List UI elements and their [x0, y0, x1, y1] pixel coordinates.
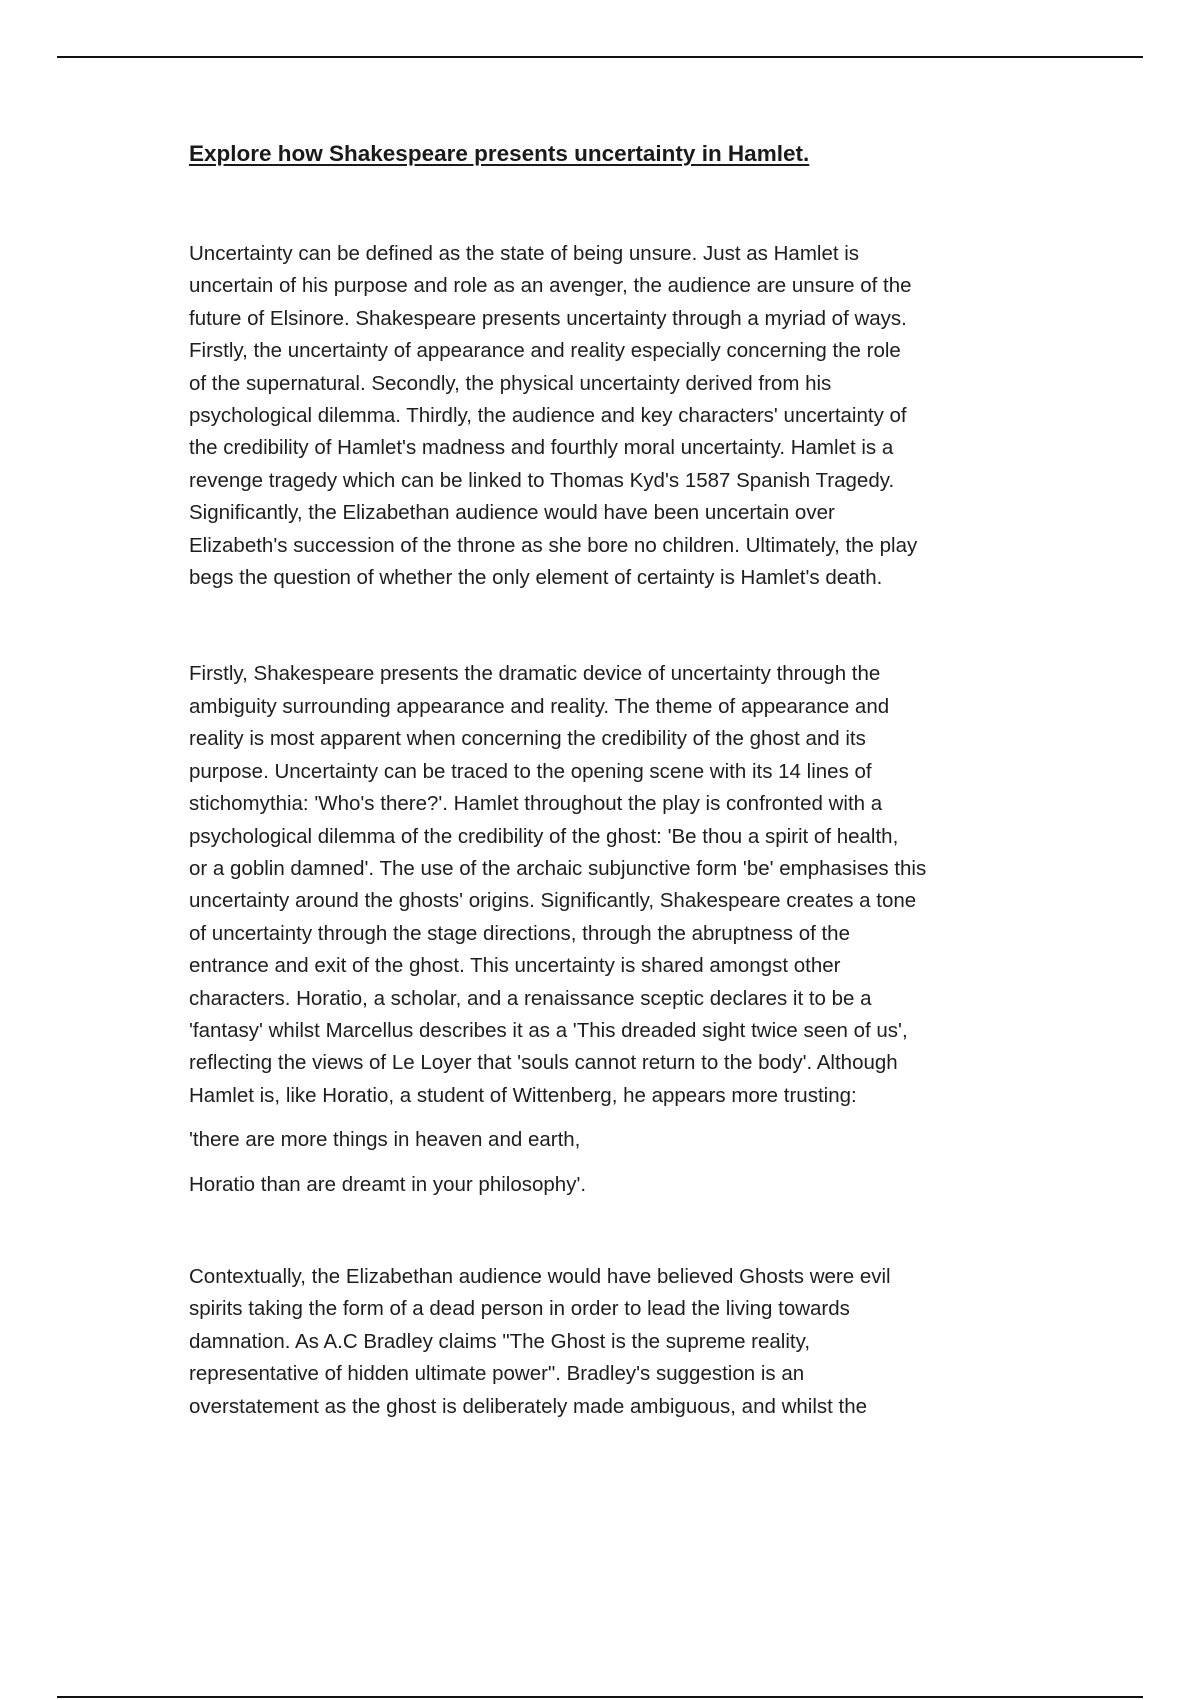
quote-line-1: 'there are more things in heaven and earth, [189, 1128, 581, 1152]
text-line: characters. Horatio, a scholar, and a renaissance sceptic declares it to be a [189, 986, 872, 1010]
text-line: overstatement as the ghost is deliberately made ambiguous, and whilst the [189, 1394, 868, 1418]
text-line: uncertainty around the ghosts' origins. Significantly, Shakespeare creates a tone [189, 889, 917, 913]
text-line: Uncertainty can be defined as the state of being unsure. Just as Hamlet is [189, 242, 860, 265]
text-line: stichomythia: 'Who's there?'. Hamlet throughout the play is confronted with a [189, 792, 883, 816]
text-line: begs the question of whether the only element of certainty is Hamlet's death. [189, 566, 883, 590]
bottom-divider [57, 1696, 1143, 1698]
text-line: ambiguity surrounding appearance and reality. The theme of appearance and [189, 694, 890, 718]
text-line: of uncertainty through the stage directions, through the abruptness of the [189, 921, 850, 945]
paragraph-introduction [189, 238, 1069, 594]
text-line: reflecting the views of Le Loyer that 'souls cannot return to the body'. Although [189, 1051, 898, 1075]
text-line: reality is most apparent when concerning the credibility of the ghost and its [189, 727, 866, 751]
text-line: 'fantasy' whilst Marcellus describes it as a 'This dreaded sight twice seen of us', [189, 1018, 908, 1042]
text-line: of the supernatural. Secondly, the physical uncertainty derived from his [189, 371, 832, 395]
text-line: future of Elsinore. Shakespeare presents uncertainty through a myriad of ways. [189, 306, 907, 330]
text-line: psychological dilemma of the credibility of the ghost: 'Be thou a spirit of health, [189, 824, 899, 848]
text-line: or a goblin damned'. The use of the archaic subjunctive form 'be' emphasises this [189, 856, 927, 880]
text-line: Hamlet is, like Horatio, a student of Wittenberg, he appears more trusting: [189, 1083, 857, 1107]
quote-line-2: Horatio than are dreamt in your philosophy'. [189, 1172, 587, 1196]
text-line: Firstly, Shakespeare presents the dramatic device of uncertainty through the [189, 662, 881, 686]
essay-title: Explore how Shakespeare presents uncertainty in Hamlet. [189, 141, 810, 166]
paragraph-appearance-reality [189, 658, 1069, 1112]
text-line: entrance and exit of the ghost. This uncertainty is shared amongst other [189, 954, 841, 978]
text-line: uncertain of his purpose and role as an avenger, the audience are unsure of the [189, 274, 912, 298]
text-line: the credibility of Hamlet's madness and fourthly moral uncertainty. Hamlet is a [189, 436, 894, 460]
text-line: spirits taking the form of a dead person in order to lead the living towards [189, 1297, 850, 1321]
paragraph-context [189, 1261, 1069, 1423]
top-divider [57, 56, 1143, 58]
text-line: revenge tragedy which can be linked to Thomas Kyd's 1587 Spanish Tragedy. [189, 468, 895, 492]
text-line: Significantly, the Elizabethan audience would have been uncertain over [189, 501, 835, 525]
text-line: purpose. Uncertainty can be traced to the opening scene with its 14 lines of [189, 759, 872, 783]
text-line: damnation. As A.C Bradley claims "The Ghost is the supreme reality, [189, 1329, 811, 1353]
text-line: representative of hidden ultimate power". Bradley's suggestion is an [189, 1362, 805, 1386]
text-line: Firstly, the uncertainty of appearance and reality especially concerning the role [189, 339, 901, 363]
text-line: psychological dilemma. Thirdly, the audience and key characters' uncertainty of [189, 404, 907, 428]
text-line: Elizabeth's succession of the throne as she bore no children. Ultimately, the play [189, 533, 918, 557]
text-line: Contextually, the Elizabethan audience would have believed Ghosts were evil [189, 1264, 891, 1288]
document-body [189, 138, 1069, 1423]
